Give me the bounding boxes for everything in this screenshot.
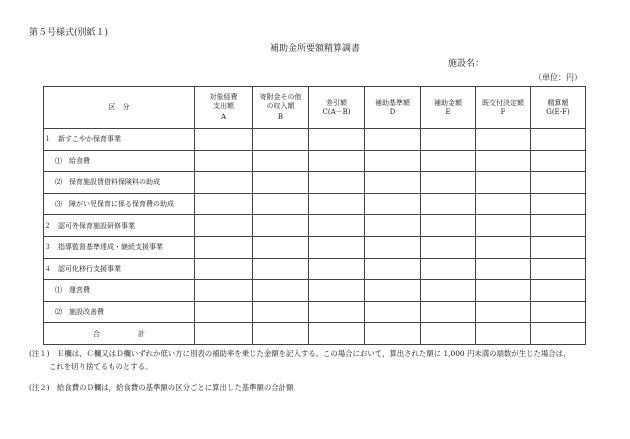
row-category-label: ⑶ 障がい児保育に係る保育費の助成 [44, 193, 195, 215]
table-cell[interactable] [421, 323, 476, 345]
table-cell[interactable] [365, 129, 421, 151]
table-cell[interactable] [365, 258, 421, 280]
table-row [44, 258, 586, 280]
table-cell[interactable] [195, 150, 253, 172]
header-expenditure-a: 対象経費 支出額 A [195, 87, 253, 129]
table-cell[interactable] [531, 258, 586, 280]
table-cell[interactable] [195, 129, 253, 151]
table-cell[interactable] [531, 193, 586, 215]
table-cell[interactable] [253, 150, 309, 172]
table-row [44, 215, 586, 237]
table-row [44, 172, 586, 194]
table-cell[interactable] [309, 280, 365, 302]
row-category-label: １ 新すこやか保育事業 [44, 129, 195, 151]
table-cell[interactable] [195, 172, 253, 194]
header-standard-d: 補助基準額 D [365, 87, 421, 129]
table-cell[interactable] [421, 193, 476, 215]
table-cell[interactable] [531, 301, 586, 323]
table-cell[interactable] [365, 150, 421, 172]
table-row [44, 236, 586, 258]
table-cell[interactable] [365, 215, 421, 237]
table-cell[interactable] [309, 236, 365, 258]
table-cell[interactable] [195, 236, 253, 258]
settlement-table [43, 86, 586, 345]
table-cell[interactable] [365, 193, 421, 215]
table-cell[interactable] [195, 280, 253, 302]
total-label: 合 計 [44, 323, 195, 345]
table-cell[interactable] [421, 236, 476, 258]
unit-label: （単位：円） [534, 73, 582, 82]
table-cell[interactable] [309, 323, 365, 345]
header-row [44, 87, 586, 129]
table-cell[interactable] [195, 193, 253, 215]
table-row [44, 150, 586, 172]
table-cell[interactable] [531, 129, 586, 151]
table-cell[interactable] [309, 258, 365, 280]
row-category-label: ３ 指導監督基準達成・継続支援事業 [44, 236, 195, 258]
table-row [44, 193, 586, 215]
row-category-label: ４ 認可化移行支援事業 [44, 258, 195, 280]
table-cell[interactable] [253, 301, 309, 323]
form-number: 第５号様式(別紙１) [29, 28, 109, 38]
note-2: (注２) 給食費のＤ欄は，給食費の基準額の区分ごとに算出した基準額の合計額 [29, 383, 294, 392]
table-cell[interactable] [309, 215, 365, 237]
note-1-line-2: これを切り捨てるものとする。 [49, 362, 153, 371]
row-category-label: ⑴ 給食費 [44, 150, 195, 172]
table-cell[interactable] [421, 150, 476, 172]
table-cell[interactable] [531, 236, 586, 258]
table-cell[interactable] [195, 301, 253, 323]
table-cell[interactable] [309, 150, 365, 172]
table-row [44, 129, 586, 151]
table-cell[interactable] [476, 172, 531, 194]
table-cell[interactable] [476, 150, 531, 172]
table-cell[interactable] [531, 172, 586, 194]
table-cell[interactable] [365, 236, 421, 258]
facility-name-label: 施設名： [448, 59, 485, 69]
table-cell[interactable] [421, 215, 476, 237]
table-cell[interactable] [476, 236, 531, 258]
table-cell[interactable] [531, 150, 586, 172]
table-cell[interactable] [421, 129, 476, 151]
table-cell[interactable] [195, 215, 253, 237]
table-cell[interactable] [476, 129, 531, 151]
table-cell[interactable] [253, 280, 309, 302]
header-difference-c: 差引額 C(A－B) [309, 87, 365, 129]
document-title: 補助金所要額精算調書 [269, 44, 360, 54]
table-cell[interactable] [253, 323, 309, 345]
table-cell[interactable] [421, 258, 476, 280]
table-cell[interactable] [253, 258, 309, 280]
table-cell[interactable] [253, 215, 309, 237]
table-cell[interactable] [476, 193, 531, 215]
table-cell[interactable] [531, 280, 586, 302]
table-cell[interactable] [309, 193, 365, 215]
table-cell[interactable] [531, 323, 586, 345]
row-category-label: ２ 認可外保育施設研修事業 [44, 215, 195, 237]
table-cell[interactable] [476, 301, 531, 323]
table-cell[interactable] [253, 129, 309, 151]
row-category-label: ⑵ 施設改善費 [44, 301, 195, 323]
table-cell[interactable] [195, 323, 253, 345]
table-cell[interactable] [365, 280, 421, 302]
table-cell[interactable] [309, 172, 365, 194]
table-cell[interactable] [253, 193, 309, 215]
table-cell[interactable] [309, 129, 365, 151]
table-cell[interactable] [476, 215, 531, 237]
table-cell[interactable] [365, 172, 421, 194]
table-cell[interactable] [253, 172, 309, 194]
table-cell[interactable] [365, 323, 421, 345]
header-settlement-g: 精算額 G(E-F) [531, 87, 586, 129]
table-cell[interactable] [253, 236, 309, 258]
table-cell[interactable] [365, 301, 421, 323]
table-cell[interactable] [531, 215, 586, 237]
header-donation-b: 寄附金その他 の収入額 B [253, 87, 309, 129]
table-row [44, 323, 586, 345]
table-row [44, 280, 586, 302]
table-cell[interactable] [476, 323, 531, 345]
table-cell[interactable] [476, 258, 531, 280]
table-cell[interactable] [421, 172, 476, 194]
header-subsidy-e: 補助金額 E [421, 87, 476, 129]
row-category-label: ⑴ 運営費 [44, 280, 195, 302]
header-granted-f: 既交付決定額 F [476, 87, 531, 129]
table-cell[interactable] [421, 301, 476, 323]
table-cell[interactable] [476, 280, 531, 302]
table-cell[interactable] [309, 301, 365, 323]
row-category-label: ⑵ 保育施設賃借料保険料の助成 [44, 172, 195, 194]
table-row [44, 301, 586, 323]
note-1-line-1: (注１) Ｅ欄は，Ｃ欄又はＤ欄いずれか低い方に別表の補助率を乗じた金額を記入する。この場合において，算出された額に 1,000 円未満の端数が生じた場合は， [29, 349, 571, 358]
table-cell[interactable] [421, 280, 476, 302]
header-category: 区 分 [44, 87, 195, 129]
table-cell[interactable] [195, 258, 253, 280]
